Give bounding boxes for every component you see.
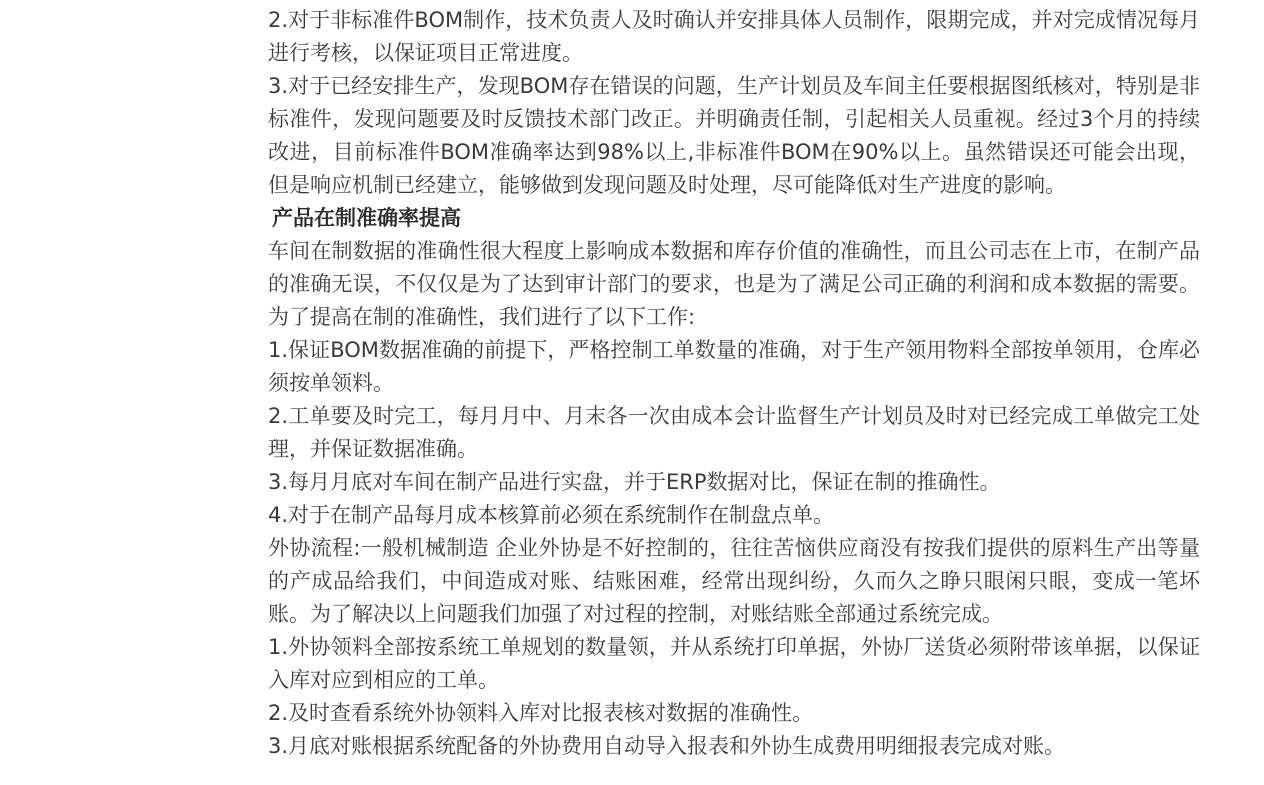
paragraph-outsourcing-item-2: 2.及时查看系统外协领料入库对比报表核对数据的准确性。 — [268, 701, 814, 725]
paragraph-bom-error-handling: 3.对于已经安排生产，发现BOM存在错误的问题，生产计划员及车间主任要根据图纸核对，特别是非标准件，发现问题要及时反馈技术部门改正。并明确责任制，引起相关人员重视。经过3个月的持续改进，目前标准件BOM准确率达到98%以上,非标准件BOM在90%以上。虽然错误还可能会出现，但是响应机制已经建立，能够做到发现问题及时处理，尽可能降低对生产进度的影响。 — [268, 74, 1200, 197]
paragraph-outsourcing-intro: 外协流程:一般机械制造 企业外协是不好控制的，往往苦恼供应商没有按我们提供的原料生产出等量的产成品给我们，中间造成对账、结账困难，经常出现纠纷，久而久之睁只眼闲只眼，变成一笔坏账。为了解决以上问题我们加强了对过程的控制，对账结账全部通过系统完成。 — [268, 536, 1200, 626]
paragraph-wip-item-4: 4.对于在制产品每月成本核算前必须在系统制作在制盘点单。 — [268, 503, 835, 527]
paragraph-wip-item-3: 3.每月月底对车间在制产品进行实盘，并于ERP数据对比，保证在制的推确性。 — [268, 470, 1001, 494]
paragraph-wip-intro: 车间在制数据的准确性很大程度上影响成本数据和库存价值的准确性，而且公司志在上市，在制产品的准确无误，不仅仅是为了达到审计部门的要求，也是为了满足公司正确的利润和成本数据的需要。为了提高在制的准确性，我们进行了以下工作: — [268, 239, 1200, 329]
paragraph-bom-nonstandard: 2.对于非标准件BOM制作，技术负责人及时确认并安排具体人员制作，限期完成，并对完成情况每月进行考核，以保证项目正常进度。 — [268, 8, 1200, 65]
paragraph-outsourcing-item-3: 3.月底对账根据系统配备的外协费用自动导入报表和外协生成费用明细报表完成对账。 — [268, 734, 1066, 758]
paragraph-outsourcing-item-1: 1.外协领料全部按系统工单规划的数量领，并从系统打印单据，外协厂送货必须附带该单据，以保证入库对应到相应的工单。 — [268, 635, 1200, 692]
section-heading-wip-accuracy: 产品在制准确率提高 — [272, 206, 461, 230]
paragraph-wip-item-1: 1.保证BOM数据准确的前提下，严格控制工单数量的准确，对于生产领用物料全部按单领用，仓库必须按单领料。 — [268, 338, 1200, 395]
paragraph-wip-item-2: 2.工单要及时完工，每月月中、月末各一次由成本会计监督生产计划员及时对已经完成工单做完工处理，并保证数据准确。 — [268, 404, 1200, 461]
